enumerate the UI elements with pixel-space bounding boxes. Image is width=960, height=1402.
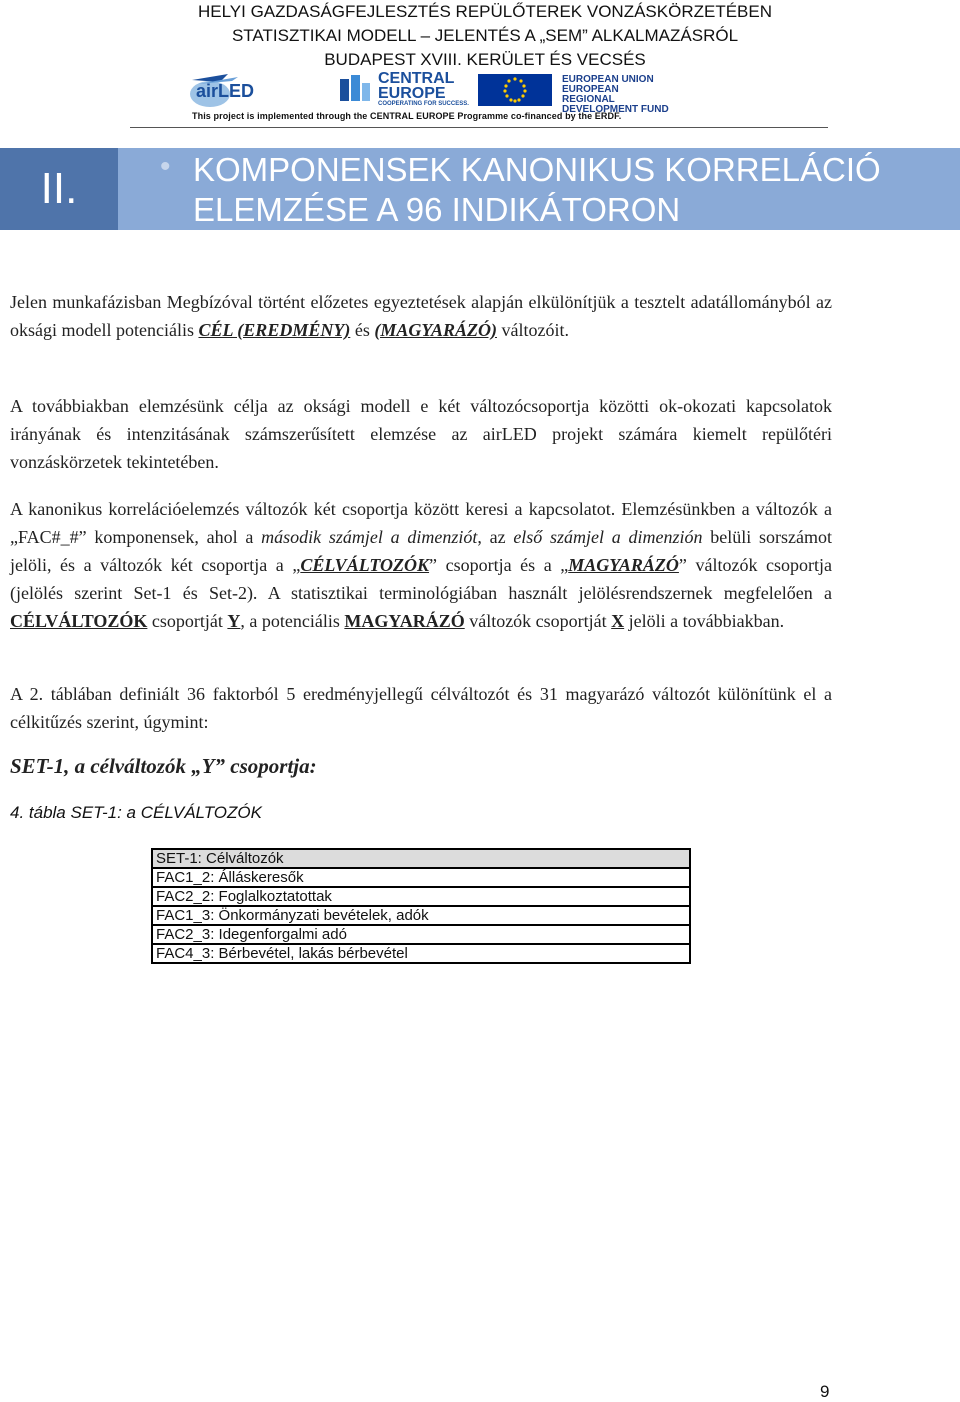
eu-logo-line-3: DEVELOPMENT FUND bbox=[562, 104, 669, 115]
chapter-number: II. bbox=[0, 148, 118, 230]
page-number: 9 bbox=[820, 1382, 830, 1401]
paragraph-aim: A továbbiakban elemzésünk célja az oksági modell e két változócsoportja közötti ok-okozati kapcsolatok irányának és intenzitásának számszerűsített elemzése az airLED projekt számára kiemelt repülőtéri vonzáskörzetek tekintetében. bbox=[10, 396, 832, 472]
table-row bbox=[152, 868, 690, 887]
table-cell: FAC1_2: Álláskeresők bbox=[152, 868, 690, 887]
set-1-table bbox=[151, 848, 691, 964]
celvaltozok-term-1: CÉLVÁLTOZÓK bbox=[300, 555, 430, 575]
para3-text-2: , az bbox=[477, 527, 514, 547]
x-symbol: X bbox=[611, 611, 625, 631]
magyarazo-term-2: MAGYARÁZÓ bbox=[344, 611, 465, 631]
header-line-1: HELYI GAZDASÁGFEJLESZTÉS REPÜLŐTEREK VONZÁSKÖRZETÉBEN bbox=[197, 2, 773, 21]
table-row bbox=[152, 925, 690, 944]
ce-logo-line-1: CENTRAL bbox=[378, 70, 455, 87]
magyarazo-term: (MAGYARÁZÓ) bbox=[374, 320, 497, 340]
table-row bbox=[152, 944, 690, 963]
para1-text-1: Jelen munkafázisban Megbízóval történt előzetes egyeztetések alapján elkülönítjük a tesztelt adatállományból az oksági modell potenciális bbox=[10, 292, 832, 340]
ce-logo-line-3: COOPERATING FOR SUCCESS. bbox=[378, 101, 469, 107]
y-symbol: Y bbox=[227, 611, 241, 631]
para3-text-3: belüli sorszámot jelöli, és a változók két csoportja a „ bbox=[10, 527, 833, 575]
para3-text-6: csoportját bbox=[147, 611, 228, 631]
table-row bbox=[152, 906, 690, 925]
table-header-cell: SET-1: Célváltozók bbox=[152, 849, 690, 868]
table-row bbox=[152, 887, 690, 906]
chapter-title-line-2: ELEMZÉSE A 96 INDIKÁTORON bbox=[193, 191, 681, 228]
chapter-title bbox=[193, 150, 953, 230]
para3-text-8: változók csoportját bbox=[464, 611, 612, 631]
para3-italic-2: első számjel a dimenzión bbox=[513, 527, 703, 547]
central-europe-logo bbox=[338, 72, 478, 108]
para3-text-7: , a potenciális bbox=[240, 611, 345, 631]
para3-text-4: ” csoportja és a „ bbox=[429, 555, 569, 575]
para3-text-9: jelöli a továbbiakban. bbox=[624, 611, 785, 631]
paragraph-intro bbox=[10, 288, 832, 344]
set-1-heading: SET-1, a célváltozók „Y” csoportja: bbox=[10, 754, 317, 778]
table-header-row bbox=[152, 849, 690, 868]
eu-logo-line-1: EUROPEAN UNION bbox=[562, 74, 654, 85]
para3-text-5: ” változók csoportja (jelölés szerint Set-1 és Set-2). A statisztikai terminológiában használt jelölésrendszernek megfelelően a bbox=[10, 555, 832, 603]
table-caption: 4. tábla SET-1: a CÉLVÁLTOZÓK bbox=[10, 803, 262, 822]
table-cell: FAC2_2: Foglalkoztatottak bbox=[152, 887, 690, 906]
para1-text-2: és bbox=[350, 320, 375, 340]
programme-tagline: This project is implemented through the CENTRAL EUROPE Programme co-financed by the ERDF. bbox=[192, 111, 622, 121]
paragraph-factors: A 2. táblában definiált 36 faktorból 5 eredményjellegű célváltozót és 31 magyarázó változót különítünk el a célkitűzés szerint, úgymint: bbox=[10, 684, 832, 732]
running-header bbox=[150, 0, 820, 72]
table-cell: FAC4_3: Bérbevétel, lakás bérbevétel bbox=[152, 944, 690, 963]
celvaltozok-term-2: CÉLVÁLTOZÓK bbox=[10, 611, 148, 631]
table-cell: FAC2_3: Idegenforgalmi adó bbox=[152, 925, 690, 944]
eu-logo-line-2: EUROPEAN REGIONAL bbox=[562, 84, 619, 105]
paragraph-canonical bbox=[10, 495, 832, 635]
airled-logo bbox=[188, 72, 272, 108]
header-divider bbox=[130, 127, 828, 128]
para3-italic-1: második számjel a dimenziót bbox=[261, 527, 478, 547]
logo-strip bbox=[188, 70, 670, 115]
chapter-title-line-1: KOMPONENSEK KANONIKUS KORRELÁCIÓ bbox=[193, 151, 881, 188]
chapter-bullet-icon: • bbox=[160, 150, 171, 183]
eu-logo bbox=[478, 72, 670, 115]
cel-term: CÉL (EREDMÉNY) bbox=[198, 320, 351, 340]
table-cell: FAC1_3: Önkormányzati bevételek, adók bbox=[152, 906, 690, 925]
eu-flag-icon bbox=[478, 74, 552, 106]
header-line-2: STATISZTIKAI MODELL – JELENTÉS A „SEM” ALKALMAZÁSRÓL bbox=[231, 26, 739, 45]
central-europe-mark-icon bbox=[338, 73, 372, 107]
magyarazo-term-1: MAGYARÁZÓ bbox=[568, 555, 679, 575]
airled-logo-text: airLED bbox=[196, 81, 255, 101]
para1-text-3: változóit. bbox=[497, 320, 569, 340]
ce-logo-line-2: EUROPE bbox=[378, 85, 446, 102]
header-line-3: BUDAPEST XVIII. KERÜLET ÉS VECSÉS bbox=[324, 50, 646, 69]
para3-text-1: A kanonikus korrelációelemzés változók két csoportja között keresi a kapcsolatot. Elemzésünkben a változók a „FAC#_#” komponensek, ahol a bbox=[10, 499, 832, 547]
